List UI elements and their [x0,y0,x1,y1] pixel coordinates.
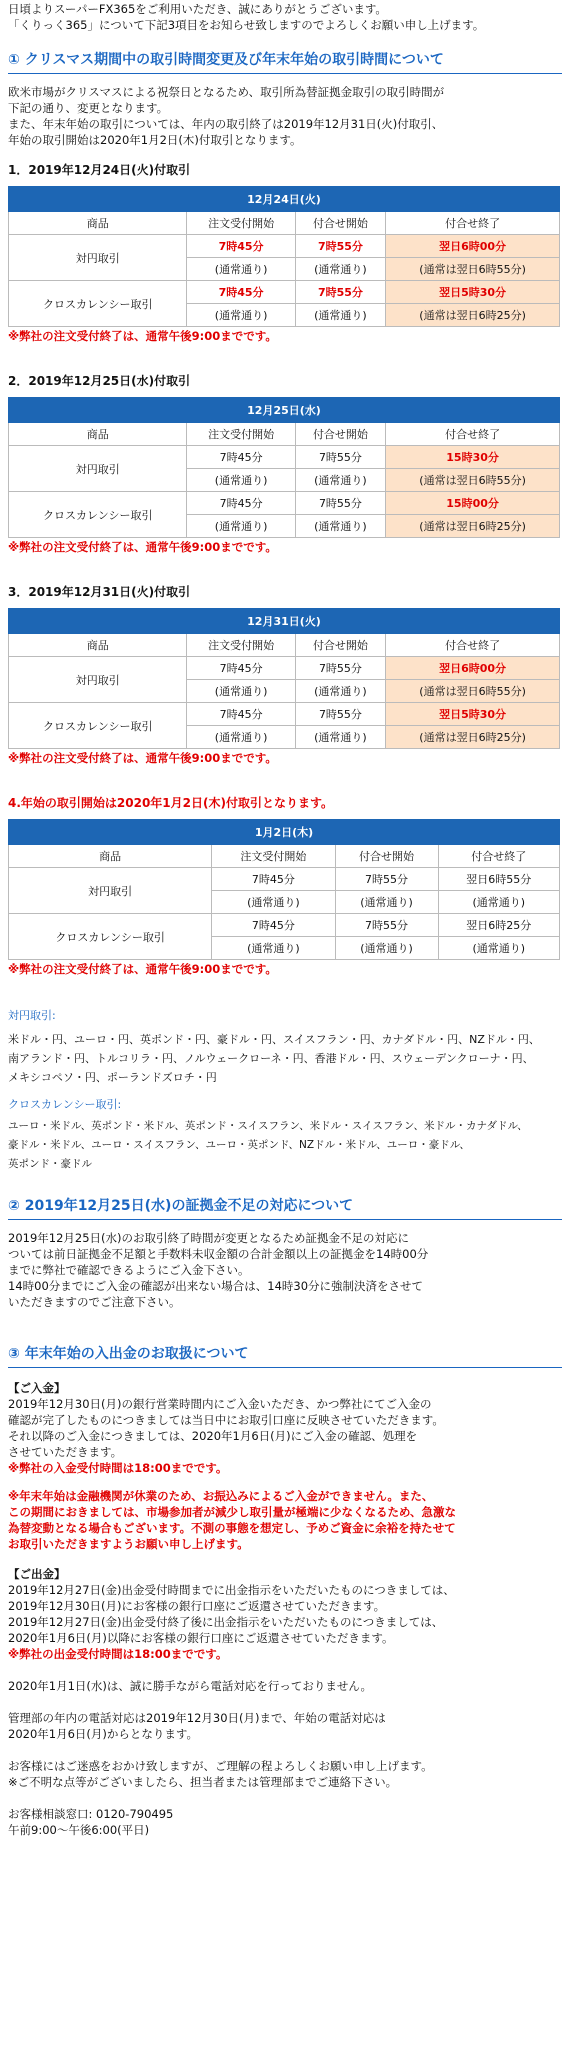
table-cell: (通常通り) [187,726,295,749]
table-note: ※弊社の注文受付終了は、通常午後9:00までです。 [8,540,277,554]
intro-line: 日頃よりスーパーFX365をご利用いただき、誠にありがとうございます。 [8,2,387,16]
section3-title: ③ 年末年始の入出金のお取扱について [8,1346,249,1362]
table-cell: 翌日6時55分 [438,868,559,891]
body-line: 欧米市場がクリスマスによる祝祭日となるため、取引所為替証拠金取引の取引時間が [8,85,445,99]
body-line: いただきますのでご注意下さい。 [8,1295,181,1309]
product-cell: 対円取引 [9,868,212,914]
product-cell: 対円取引 [9,446,187,492]
col-header: 付合せ終了 [438,845,559,868]
pair-line: 豪ドル・米ドル、ユーロ・スイスフラン、ユーロ・英ポンド、NZドル・米ドル、ユーロ・豪ドル、 [8,1139,470,1151]
body-line: 2019年12月27日(金)出金受付時間までに出金指示をいただいたものにつきましては、 [8,1583,455,1597]
table-note: ※弊社の注文受付終了は、通常午後9:00までです。 [8,329,277,343]
yen-pairs-title: 対円取引: [8,1009,56,1022]
table-cell: 7時55分 [295,235,385,258]
withdraw-title: 【ご出金】 [8,1567,66,1581]
deposit-block [8,1380,562,1476]
table-cell: (通常通り) [335,937,438,960]
table-cell: (通常通り) [212,891,335,914]
table-cell-highlight: (通常は翌日6時25分) [386,515,560,538]
table-cell: (通常通り) [438,891,559,914]
pair-line: 南アランド・円、トルコリラ・円、ノルウェークローネ・円、香港ドル・円、スウェーデンクローナ・円、 [8,1052,534,1065]
table-cell-highlight: 翌日5時30分 [386,703,560,726]
body-line: ついては前日証拠金不足額と手数料未収金額の合計金額以上の証拠金を14時00分 [8,1247,429,1261]
col-header: 付合せ開始 [335,845,438,868]
col-header: 付合せ開始 [295,212,385,235]
closing-line: ※ご不明な点等がございましたら、担当者または管理部までご連絡下さい。 [8,1775,398,1789]
product-cell: 対円取引 [9,235,187,281]
table-cell-highlight: 15時00分 [386,492,560,515]
table-cell: 7時55分 [295,657,385,680]
body-line: 確認が完了したものにつきましては当日中にお取引口座に反映させていただきます。 [8,1413,444,1427]
cross-pairs-title: クロスカレンシー取引: [8,1098,122,1111]
table-cell: (通常通り) [187,304,295,327]
body-line: 2019年12月25日(水)のお取引終了時間が変更となるため証拠金不足の対応に [8,1231,410,1245]
schedule-table-3 [8,608,560,749]
pair-line: 英ポンド・豪ドル [8,1158,92,1170]
table-cell: 7時55分 [295,703,385,726]
table-cell: 7時45分 [212,914,335,937]
col-header: 注文受付開始 [212,845,335,868]
table-cell-highlight: (通常は翌日6時55分) [386,469,560,492]
col-header: 注文受付開始 [187,634,295,657]
withdraw-note: ※弊社の出金受付時間は18:00までです。 [8,1647,228,1661]
section1-title: ① クリスマス期間中の取引時間変更及び年末年始の取引時間について [8,52,444,68]
table-cell: 翌日6時25分 [438,914,559,937]
body-line: 2020年1月6日(月)以降にお客様の銀行口座にご返還させていただきます。 [8,1631,394,1645]
table-header-date: 12月31日(火) [9,609,560,634]
table-cell: (通常通り) [187,680,295,703]
product-cell: クロスカレンシー取引 [9,281,187,327]
warning-line: お取引いただきますようお願い申し上げます。 [8,1537,249,1551]
closing-line: 管理部の年内の電話対応は2019年12月30日(月)まで、年始の電話対応は [8,1711,386,1725]
table-cell: 7時55分 [295,446,385,469]
section2-body [8,1230,562,1310]
col-header: 付合せ開始 [295,423,385,446]
table-cell: (通常通り) [295,304,385,327]
contact-hours: 午前9:00～午後6:00(平日) [8,1823,150,1837]
col-header: 商品 [9,845,212,868]
col-header: 注文受付開始 [187,212,295,235]
col-header: 付合せ終了 [386,423,560,446]
table-cell: (通常通り) [295,726,385,749]
warning-line: 為替変動となる場合もございます。不測の事態を想定し、予めご資金に余裕を持たせて [8,1521,456,1535]
table-cell: 7時55分 [295,281,385,304]
table-cell: 7時45分 [187,703,295,726]
product-cell: クロスカレンシー取引 [9,703,187,749]
deposit-title: 【ご入金】 [8,1381,66,1395]
warning-line: ※年末年始は金融機関が休業のため、お振込みによるご入金ができません。また、 [8,1489,434,1503]
table-cell: (通常通り) [295,258,385,281]
col-header: 付合せ終了 [386,212,560,235]
schedule-table-2 [8,397,560,538]
table-cell-highlight: 翌日5時30分 [386,281,560,304]
body-line: それ以降のご入金につきましては、2020年1月6日(月)にご入金の確認、処理を [8,1429,418,1443]
body-line: 2019年12月30日(月)の銀行営業時間内にご入金いただき、かつ弊社にてご入金の [8,1397,432,1411]
table-cell: (通常通り) [438,937,559,960]
table-note: ※弊社の注文受付終了は、通常午後9:00までです。 [8,962,277,976]
pair-line: 米ドル・円、ユーロ・円、英ポンド・円、豪ドル・円、スイスフラン・円、カナダドル・円、NZドル・円、 [8,1033,540,1046]
col-header: 商品 [9,423,187,446]
table-cell: (通常通り) [295,515,385,538]
warning-block [8,1488,562,1552]
body-line: までに弊社で確認できるようにご入金下さい。 [8,1263,250,1277]
warning-line: この期間におきましては、市場参加者が減少し取引量が極端に少なくなるため、急激な [8,1505,457,1519]
table-cell: (通常通り) [295,680,385,703]
pair-line: メキシコペソ・円、ポーランドズロチ・円 [8,1071,217,1084]
intro [8,1,562,33]
contact-line: お客様相談窓口: 0120-790495 [8,1807,174,1821]
table-cell: 7時45分 [187,281,295,304]
deposit-note: ※弊社の入金受付時間は18:00までです。 [8,1461,228,1475]
table-cell: (通常通り) [335,891,438,914]
schedule-table-4 [8,819,560,960]
table-cell-highlight: 15時30分 [386,446,560,469]
notice-page [0,1,570,1838]
body-line: 2019年12月27日(金)出金受付終了後に出金指示をいただいたものにつきましては、 [8,1615,444,1629]
table2-subtitle: 2．2019年12月25日(水)付取引 [8,374,191,388]
col-header: 商品 [9,212,187,235]
table-note: ※弊社の注文受付終了は、通常午後9:00までです。 [8,751,277,765]
body-line: 年始の取引開始は2020年1月2日(木)付取引となります。 [8,133,302,147]
body-line: 2019年12月30日(月)にお客様の銀行口座にご返還させていただきます。 [8,1599,386,1613]
table-cell: 7時45分 [187,657,295,680]
product-cell: 対円取引 [9,657,187,703]
col-header: 付合せ開始 [295,634,385,657]
schedule-table-1 [8,186,560,327]
table-cell: 7時55分 [335,914,438,937]
table-cell-highlight: (通常は翌日6時25分) [386,726,560,749]
body-line: 14時00分までにご入金の確認が出来ない場合は、14時30分に強制決済をさせて [8,1279,424,1293]
col-header: 注文受付開始 [187,423,295,446]
table-cell: (通常通り) [187,469,295,492]
table-cell: 7時45分 [187,235,295,258]
table-cell: 7時45分 [187,492,295,515]
table-header-date: 12月25日(水) [9,398,560,423]
table-cell-highlight: 翌日6時00分 [386,235,560,258]
table-cell-highlight: (通常は翌日6時55分) [386,680,560,703]
table-cell: (通常通り) [295,469,385,492]
body-line: 下記の通り、変更となります。 [8,101,169,115]
intro-line: 「くりっく365」について下記3項目をお知らせ致しますのでよろしくお願い申し上げます。 [8,18,485,32]
table-cell: 7時45分 [187,446,295,469]
body-line: させていただきます。 [8,1445,123,1459]
col-header: 商品 [9,634,187,657]
section2-title: ② 2019年12月25日(水)の証拠金不足の対応について [8,1198,354,1214]
table4-subtitle: 4.年始の取引開始は2020年1月2日(木)付取引となります。 [8,796,334,810]
table-cell-highlight: 翌日6時00分 [386,657,560,680]
table-cell-highlight: (通常は翌日6時25分) [386,304,560,327]
col-header: 付合せ終了 [386,634,560,657]
table-cell: 7時55分 [335,868,438,891]
table1-subtitle: 1．2019年12月24日(火)付取引 [8,163,191,177]
product-cell: クロスカレンシー取引 [9,492,187,538]
closing-line: 2020年1月6日(月)からとなります。 [8,1727,198,1741]
closing-line: 2020年1月1日(水)は、誠に勝手ながら電話対応を行っておりません。 [8,1679,373,1693]
table-header-date: 12月24日(火) [9,187,560,212]
section1-body [8,84,562,148]
pairs-block [8,1008,562,1174]
table-cell: 7時55分 [295,492,385,515]
table-header-date: 1月2日(木) [9,820,560,845]
table-cell: (通常通り) [187,258,295,281]
withdraw-block [8,1566,562,1662]
table-cell-highlight: (通常は翌日6時55分) [386,258,560,281]
table-cell: (通常通り) [212,937,335,960]
table-cell: 7時45分 [212,868,335,891]
table-cell: (通常通り) [187,515,295,538]
product-cell: クロスカレンシー取引 [9,914,212,960]
table3-subtitle: 3．2019年12月31日(火)付取引 [8,585,191,599]
closing-line: お客様にはご迷惑をおかけ致しますが、ご理解の程よろしくお願い申し上げます。 [8,1759,433,1773]
body-line: また、年末年始の取引については、年内の取引終了は2019年12月31日(火)付取引、 [8,117,444,131]
pair-line: ユーロ・米ドル、英ポンド・米ドル、英ポンド・スイスフラン、米ドル・スイスフラン、米ドル・カナダドル、 [8,1120,528,1132]
